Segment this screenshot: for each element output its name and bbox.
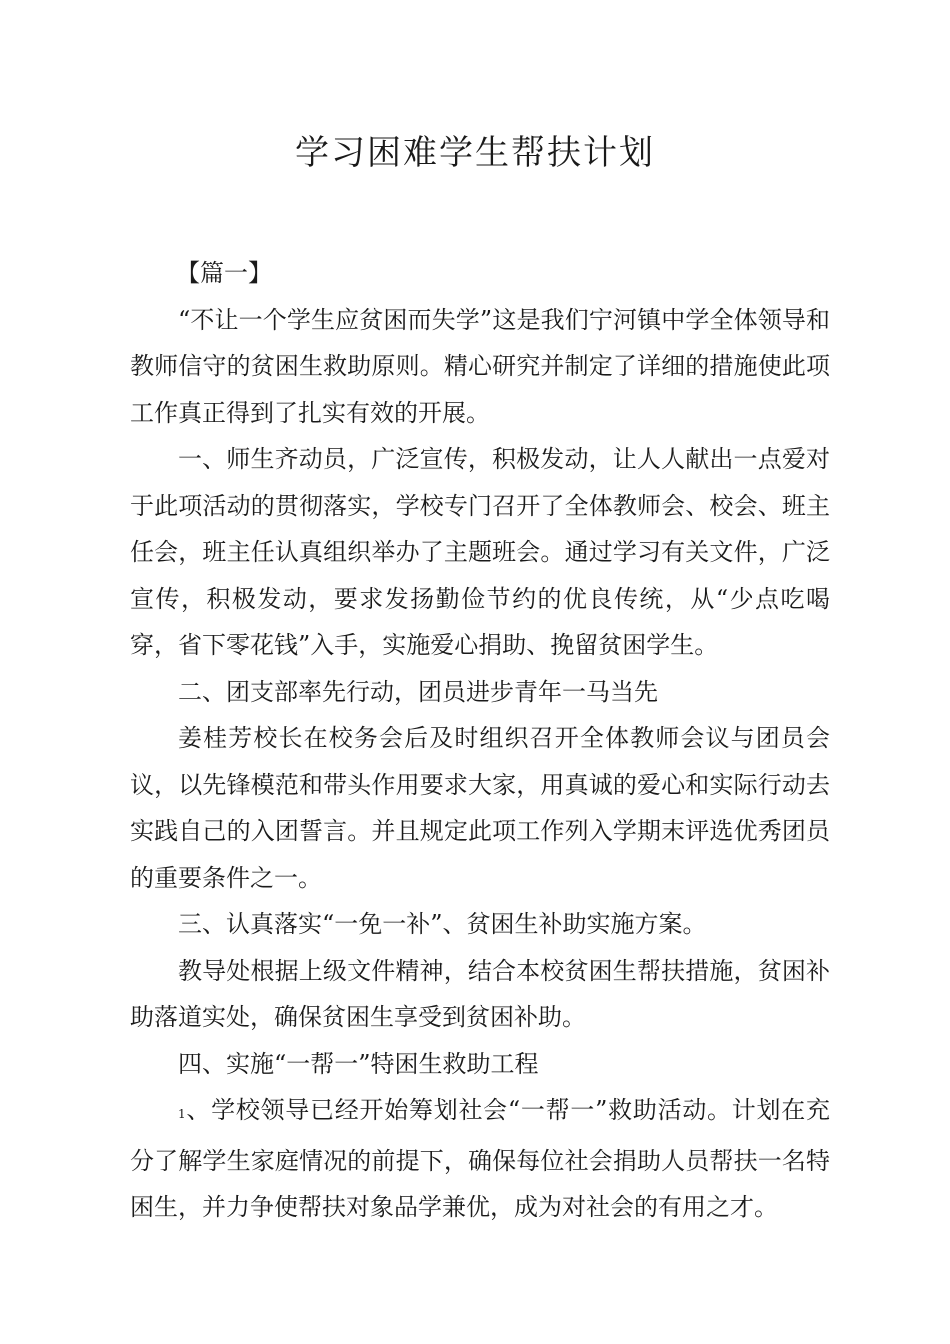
paragraph-item-1: 一、师生齐动员，广泛宣传，积极发动，让人人献出一点爱对于此项活动的贯彻落实，学校专门召开了全体教师会、校会、班主任会，班主任认真组织举办了主题班会。通过学习有关文件，广泛宣传，积极发动，要求发扬勤俭节约的优良传统，从“少点吃喝穿，省下零花钱”入手，实施爱心捐助、挽留贫困学生。 [130, 445, 830, 659]
section-label: 【篇一】 [176, 259, 272, 287]
document-body [130, 250, 830, 1231]
paragraph-item-2-body: 姜桂芳校长在校务会后及时组织召开全体教师会议与团员会议，以先锋模范和带头作用要求大家，用真诚的爱心和实际行动去实践自己的入团誓言。并且规定此项工作列入学期末评选优秀团员的重要条件之一。 [130, 724, 830, 892]
paragraph-item-4-1-text: 、学校领导已经开始筹划社会“一帮一”救助活动。计划在充分了解学生家庭情况的前提下，确保每位社会捐助人员帮扶一名特困生，并力争使帮扶对象品学兼优，成为对社会的有用之才。 [130, 1096, 830, 1221]
paragraph-heading-2: 二、团支部率先行动，团员进步青年一马当先 [178, 677, 658, 706]
document-title: 学习困难学生帮扶计划 [295, 133, 655, 173]
paragraph-heading-3: 三、认真落实“一免一补”、贫困生补助实施方案。 [178, 910, 707, 938]
paragraph-heading-4: 四、实施“一帮一”特困生救助工程 [178, 1049, 539, 1078]
paragraph-item-3-body: 教导处根据上级文件精神，结合本校贫困生帮扶措施，贫困补助落道实处，确保贫困生享受到贫困补助。 [130, 956, 830, 1031]
paragraph-item-4-1 [130, 1087, 830, 1231]
paragraph-intro: “不让一个学生应贫困而失学”这是我们宁河镇中学全体领导和教师信守的贫困生救助原则。精心研究并制定了详细的措施使此项工作真正得到了扎实有效的开展。 [130, 305, 830, 427]
list-number: 1 [178, 1107, 186, 1121]
